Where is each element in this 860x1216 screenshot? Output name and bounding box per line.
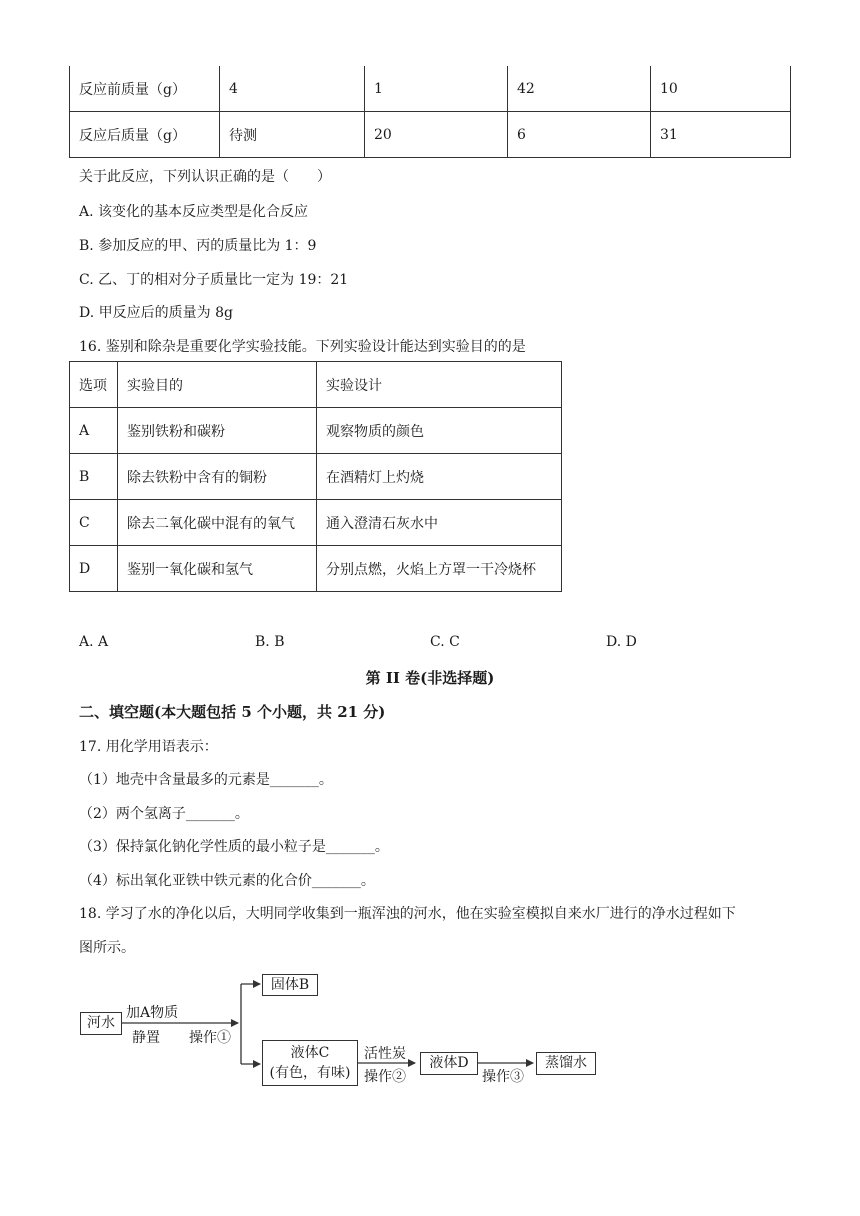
box-solid-b: 固体B	[262, 974, 318, 996]
table-cell: 在酒精灯上灼烧	[317, 454, 562, 500]
table-cell: 20	[365, 112, 508, 158]
operation-1-label: 操作①	[189, 1030, 231, 1046]
table-cell: A	[70, 408, 118, 454]
table-cell: B	[70, 454, 118, 500]
option-c: C. 乙、丁的相对分子质量比一定为 19：21	[79, 272, 349, 288]
header-cell: 实验目的	[118, 362, 317, 408]
table-cell: 除去二氧化碳中混有的氧气	[118, 500, 317, 546]
step1-reagent-label: 加A物质	[126, 1005, 179, 1021]
volume-title: 第 II 卷(非选择题)	[365, 669, 495, 687]
table-cell: 分别点燃，火焰上方罩一干冷烧杯	[317, 546, 562, 592]
table-cell: 42	[508, 66, 651, 112]
table-cell: 1	[365, 66, 508, 112]
choice-d: D. D	[606, 634, 637, 650]
liquid-c-note: (有色，有味)	[269, 1065, 351, 1081]
header-cell: 选项	[70, 362, 118, 408]
question-stem: 17. 用化学用语表示：	[79, 739, 218, 755]
sub-question: （4）标出氧化亚铁中铁元素的化合价_______。	[79, 873, 375, 889]
choice-a: A. A	[79, 634, 109, 650]
question-stem: 关于此反应，下列认识正确的是（ ）	[79, 169, 331, 185]
question-stem-cont: 图所示。	[79, 940, 135, 956]
liquid-c-name: 液体C	[290, 1045, 330, 1061]
box-liquid-c	[262, 1040, 358, 1086]
header-cell: 实验设计	[317, 362, 562, 408]
question-stem: 18. 学习了水的净化以后，大明同学收集到一瓶浑浊的河水，他在实验室模拟自来水厂进行的净水过程如下	[79, 906, 736, 922]
option-b: B. 参加反应的甲、丙的质量比为 1：9	[79, 238, 317, 254]
table-cell: 4	[220, 66, 365, 112]
box-distilled-water: 蒸馏水	[536, 1052, 596, 1075]
choice-c: C. C	[430, 634, 460, 650]
step1-settle-label: 静置	[132, 1030, 160, 1046]
question-stem: 16. 鉴别和除杂是重要化学实验技能。下列实验设计能达到实验目的的是	[79, 339, 526, 355]
table-cell: 通入澄清石灰水中	[317, 500, 562, 546]
option-a: A. 该变化的基本反应类型是化合反应	[79, 204, 309, 220]
option-d: D. 甲反应后的质量为 8g	[79, 305, 233, 321]
step2-reagent-label: 活性炭	[364, 1046, 406, 1062]
section-heading: 二、填空题(本大题包括 5 个小题，共 21 分)	[79, 703, 386, 721]
operation-3-label: 操作③	[482, 1069, 524, 1085]
table-cell: D	[70, 546, 118, 592]
table-cell: 待测	[220, 112, 365, 158]
table-cell: 31	[651, 112, 791, 158]
sub-question: （2）两个氢离子_______。	[79, 806, 249, 822]
sub-question: （3）保持氯化钠化学性质的最小粒子是_______。	[79, 839, 389, 855]
sub-question: （1）地壳中含量最多的元素是_______。	[79, 772, 333, 788]
box-river-water: 河水	[80, 1012, 122, 1035]
row-label: 反应后质量（g）	[70, 112, 220, 158]
table-cell: 观察物质的颜色	[317, 408, 562, 454]
table-cell: 10	[651, 66, 791, 112]
operation-2-label: 操作②	[364, 1069, 406, 1085]
table-cell: 鉴别铁粉和碳粉	[118, 408, 317, 454]
box-liquid-d: 液体D	[420, 1052, 478, 1075]
row-label: 反应前质量（g）	[70, 66, 220, 112]
table-cell: 除去铁粉中含有的铜粉	[118, 454, 317, 500]
table-cell: 鉴别一氧化碳和氢气	[118, 546, 317, 592]
choice-b: B. B	[255, 634, 285, 650]
table-cell: 6	[508, 112, 651, 158]
table-cell: C	[70, 500, 118, 546]
